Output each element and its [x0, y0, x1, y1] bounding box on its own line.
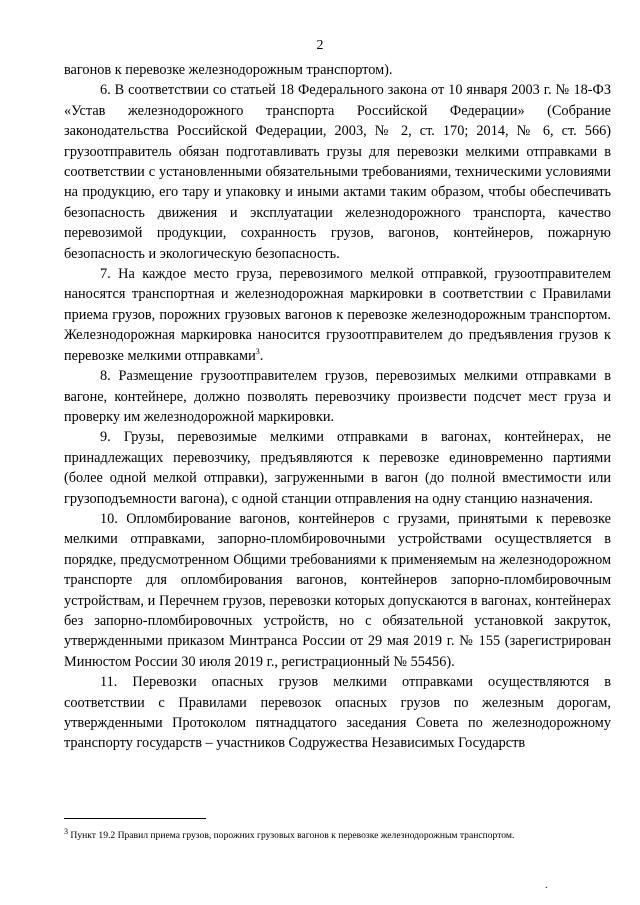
paragraph-10: 10. Опломбирование вагонов, контейнеров с грузами, принятыми к перевозке мелкими отправками, запорно-пломбировочными устройствами осуществляется в порядке, предусмотренном Общими требованиями к применяемым на железнодорожном транспорте для опломбирования вагонов, контейнеров запорно-пломбировочным устройствам, и Перечнем грузов, перевозки которых допускаются в вагонах, контейнерах без запорно-пломбировочных устройств, но с обязательной установкой закруток, утвержденными приказом Минтранса России от 29 мая 2019 г. № 155 (зарегистрирован Минюстом России 30 июля 2019 г., регистрационный № 55456).	[64, 510, 611, 670]
document-body	[64, 60, 611, 754]
footnote-divider	[64, 818, 206, 819]
paragraph-7-text: 7. На каждое место груза, перевозимого мелкой отправкой, грузоотправителем наносятся транспортная и железнодорожная маркировки в соответствии с Правилами приема грузов, порожних грузовых вагонов к перевозке железнодорожным транспортом. Железнодорожная маркировка наносится грузоотправителем до предъявления грузов к перевозке мелкими отправками	[64, 266, 611, 364]
page-number: 2	[316, 38, 324, 53]
paragraph-continuation: вагонов к перевозке железнодорожным транспортом).	[64, 62, 393, 78]
paragraph-9: 9. Грузы, перевозимые мелкими отправками в вагонах, контейнерах, не принадлежащих перевозчику, предъявляются к перевозке единовременно партиями (более одной мелкой отправки), загруженными в вагон (до полной вместимости или грузоподъемности вагона), с одной станции отправления на одну станцию назначения.	[64, 429, 611, 507]
paragraph-11: 11. Перевозки опасных грузов мелкими отправками осуществляются в соответствии с Правилами перевозок опасных грузов по железным дорогам, утвержденными Протоколом пятнадцатого заседания Совета по железнодорожному транспорту государств – участников Содружества Независимых Государств	[64, 674, 611, 752]
footnote-reference[interactable]: 3	[255, 346, 260, 356]
footnote-number: 3	[64, 826, 68, 836]
footer-mark: .	[545, 880, 548, 891]
footnote-text: Пункт 19.2 Правил приема грузов, порожних грузовых вагонов к перевозке железнодорожным транспортом.	[70, 830, 515, 841]
paragraph-8: 8. Размещение грузоотправителем грузов, перевозимых мелкими отправками в вагоне, контейнере, должно позволять перевозчику произвести подсчет мест груза и проверку им железнодорожной маркировки.	[64, 368, 611, 425]
footnote	[64, 826, 611, 842]
paragraph-6: 6. В соответствии со статьей 18 Федерального закона от 10 января 2003 г. № 18-ФЗ «Устав железнодорожного транспорта Российской Федерации» (Собрание законодательства Российской Федерации, 2003, № 2, ст. 170; 2014, № 6, ст. 566) грузоотправитель обязан подготавливать грузы для перевозки мелкими отправками в соответствии с установленными обязательными требованиями, техническими условиями на продукцию, его тару и упаковку и иными актами таким образом, чтобы обеспечивать безопасность движения и эксплуатации железнодорожного транспорта, качество перевозимой продукции, сохранность грузов, вагонов, контейнеров, пожарную безопасность и экологическую безопасность.	[64, 82, 611, 262]
paragraph-7: 7. На каждое место груза, перевозимого мелкой отправкой, грузоотправителем наносятся транспортная и железнодорожная маркировки в соответствии с Правилами приема грузов, порожних грузовых вагонов к перевозке железнодорожным транспортом. Железнодорожная маркировка наносится грузоотправителем до предъявления грузов к перевозке мелкими отправками$^3$.	[64, 266, 611, 364]
